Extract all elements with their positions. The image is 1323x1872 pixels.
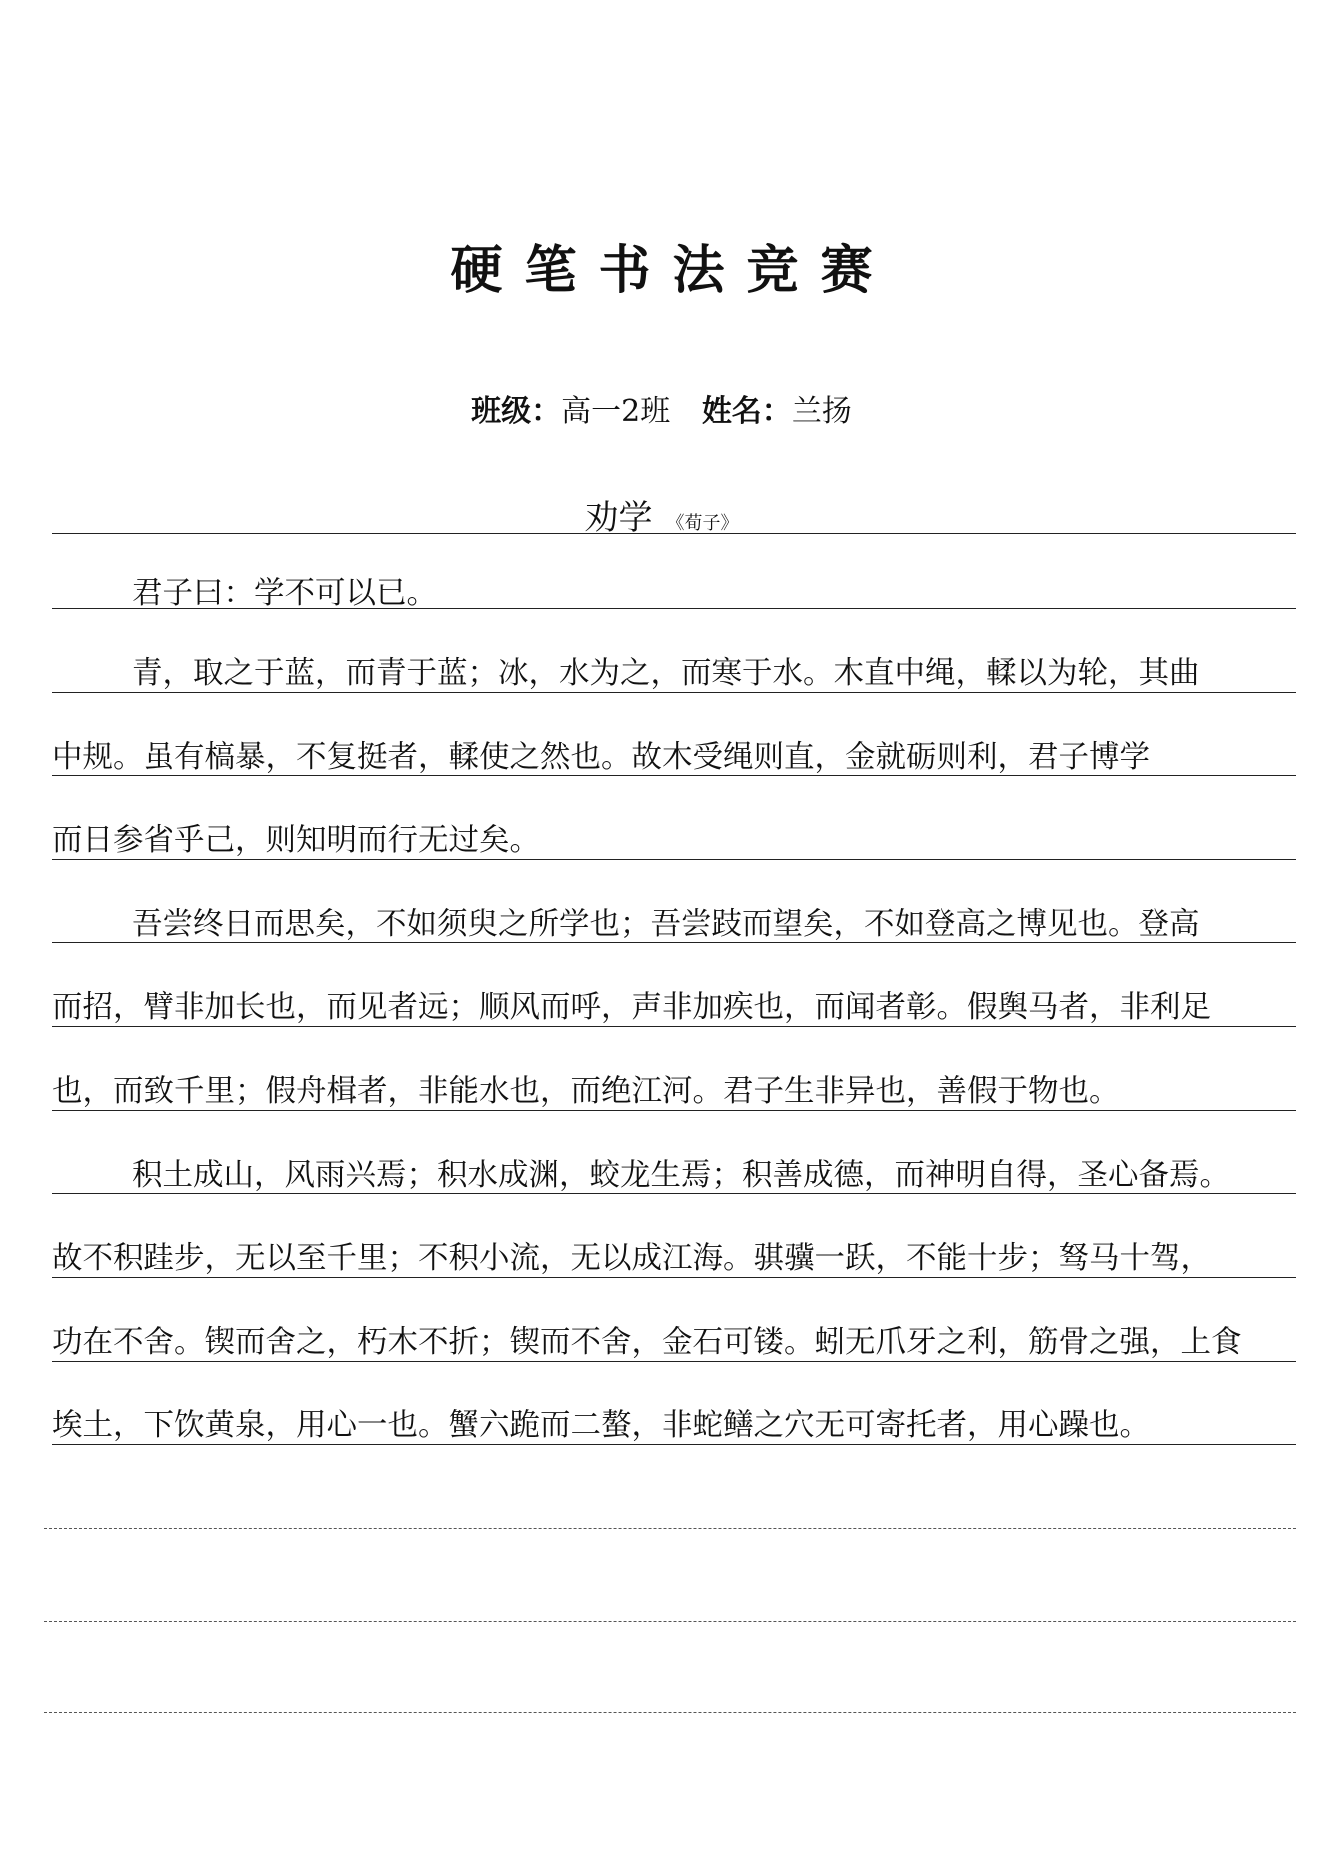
text-line: 青，取之于蓝，而青于蓝；冰，水为之，而寒于水。木直中绳，輮以为轮，其曲 — [132, 656, 1200, 691]
ruled-line — [52, 1026, 1296, 1027]
empty-ruled-line — [44, 1621, 1296, 1622]
poem-title: 劝学 — [584, 498, 653, 538]
ruled-line — [52, 533, 1296, 534]
empty-ruled-line — [44, 1528, 1296, 1529]
ruled-line — [52, 1110, 1296, 1111]
empty-ruled-line — [44, 1712, 1296, 1713]
name-label: 姓名： — [701, 394, 792, 429]
ruled-line — [52, 692, 1296, 693]
text-line: 功在不舍。锲而舍之，朽木不折；锲而不舍，金石可镂。蚓无爪牙之利，筋骨之强，上食 — [52, 1325, 1242, 1360]
text-line: 而招，臂非加长也，而见者远；顺风而呼，声非加疾也，而闻者彰。假舆马者，非利足 — [52, 990, 1211, 1025]
ruled-line — [52, 859, 1296, 860]
text-line: 故不积跬步，无以至千里；不积小流，无以成江海。骐骥一跃，不能十步；驽马十驾， — [52, 1241, 1211, 1276]
poem-heading — [0, 490, 1323, 539]
text-line: 也，而致千里；假舟楫者，非能水也，而绝江河。君子生非异也，善假于物也。 — [52, 1074, 1120, 1109]
ruled-line — [52, 1277, 1296, 1278]
poem-author: 《荀子》 — [666, 513, 739, 534]
class-value: 高一2班 — [561, 394, 671, 429]
name-value: 兰扬 — [791, 394, 852, 429]
text-line: 积土成山，风雨兴焉；积水成渊，蛟龙生焉；积善成德，而神明自得，圣心备焉。 — [132, 1158, 1230, 1193]
page-title: 硬笔书法竞赛 — [450, 240, 895, 301]
text-line: 吾尝终日而思矣，不如须臾之所学也；吾尝跂而望矣，不如登高之博见也。登高 — [132, 907, 1200, 942]
ruled-line — [52, 1444, 1296, 1445]
text-line: 而日参省乎己，则知明而行无过矣。 — [52, 823, 540, 858]
ruled-line — [52, 1361, 1296, 1362]
class-label: 班级： — [471, 394, 562, 429]
text-line: 埃土，下饮黄泉，用心一也。蟹六跪而二螯，非蛇鳝之穴无可寄托者，用心躁也。 — [52, 1408, 1150, 1443]
text-line: 中规。虽有槁暴，不复挺者，輮使之然也。故木受绳则直，金就砺则利，君子博学 — [52, 740, 1150, 775]
student-info — [0, 386, 1323, 430]
text-line: 君子曰：学不可以已。 — [132, 576, 437, 611]
